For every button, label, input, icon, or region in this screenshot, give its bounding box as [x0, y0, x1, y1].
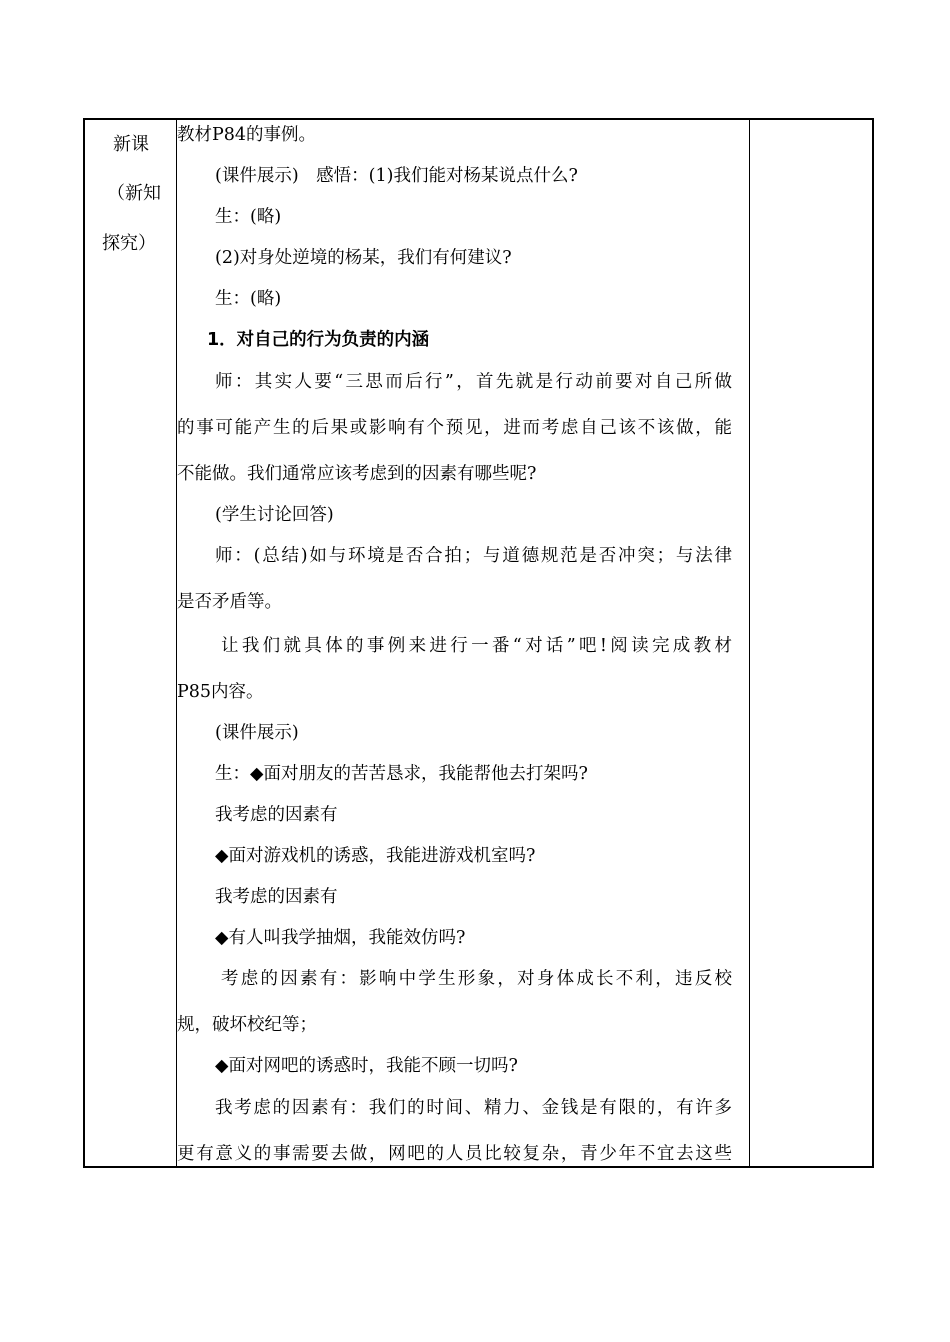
- lesson-plan-table: [83, 118, 874, 1168]
- content-line: 考虑的因素有：影响中学生形象，对身体成长不利，违反校: [221, 969, 732, 989]
- content-line: 教材P84的事例。: [177, 125, 317, 145]
- content-line: 是否矛盾等。: [177, 592, 282, 612]
- content-line: (课件展示): [215, 723, 299, 743]
- content-line: (学生讨论回答): [215, 505, 334, 525]
- notes-cell: [750, 120, 872, 1166]
- content-line: 我考虑的因素有: [215, 805, 338, 825]
- content-line: ◆面对网吧的诱惑时，我能不顾一切吗?: [215, 1056, 518, 1076]
- content-line: ◆有人叫我学抽烟，我能效仿吗?: [215, 928, 466, 948]
- stage-cell: [85, 120, 176, 1166]
- content-line: 的事可能产生的后果或影响有个预见，进而考虑自己该不该做，能: [177, 418, 732, 438]
- content-line: 我考虑的因素有：我们的时间、精力、金钱是有限的，有许多: [215, 1098, 732, 1118]
- content-line: 师：(总结)如与环境是否合拍；与道德规范是否冲突；与法律: [215, 546, 732, 566]
- content-line: ◆面对游戏机的诱惑，我能进游戏机室吗?: [215, 846, 536, 866]
- stage-label: （新知: [107, 183, 161, 204]
- content-line: 不能做。我们通常应该考虑到的因素有哪些呢?: [177, 464, 537, 484]
- stage-label: 探究）: [102, 233, 156, 254]
- content-line: 师：其实人要“三思而后行”，首先就是行动前要对自己所做: [215, 372, 732, 392]
- content-line: 我考虑的因素有: [215, 887, 338, 907]
- content-line: (2)对身处逆境的杨某，我们有何建议?: [215, 248, 512, 268]
- content-line: 规，破坏校纪等；: [177, 1015, 317, 1035]
- content-line: 生：◆面对朋友的苦苦恳求，我能帮他去打架吗?: [215, 764, 588, 784]
- content-line: 生：(略): [215, 207, 282, 227]
- content-line: 让我们就具体的事例来进行一番“对话”吧!阅读完成教材: [221, 636, 732, 656]
- stage-label: 新课: [113, 134, 149, 155]
- content-line: (课件展示) 感悟：(1)我们能对杨某说点什么?: [215, 166, 578, 186]
- content-cell: [177, 120, 749, 1166]
- section-heading: 1．对自己的行为负责的内涵: [207, 330, 430, 350]
- content-line: P85内容。: [177, 682, 264, 702]
- content-line: 更有意义的事需要去做，网吧的人员比较复杂，青少年不宜去这些: [177, 1144, 732, 1164]
- content-line: 生：(略): [215, 289, 282, 309]
